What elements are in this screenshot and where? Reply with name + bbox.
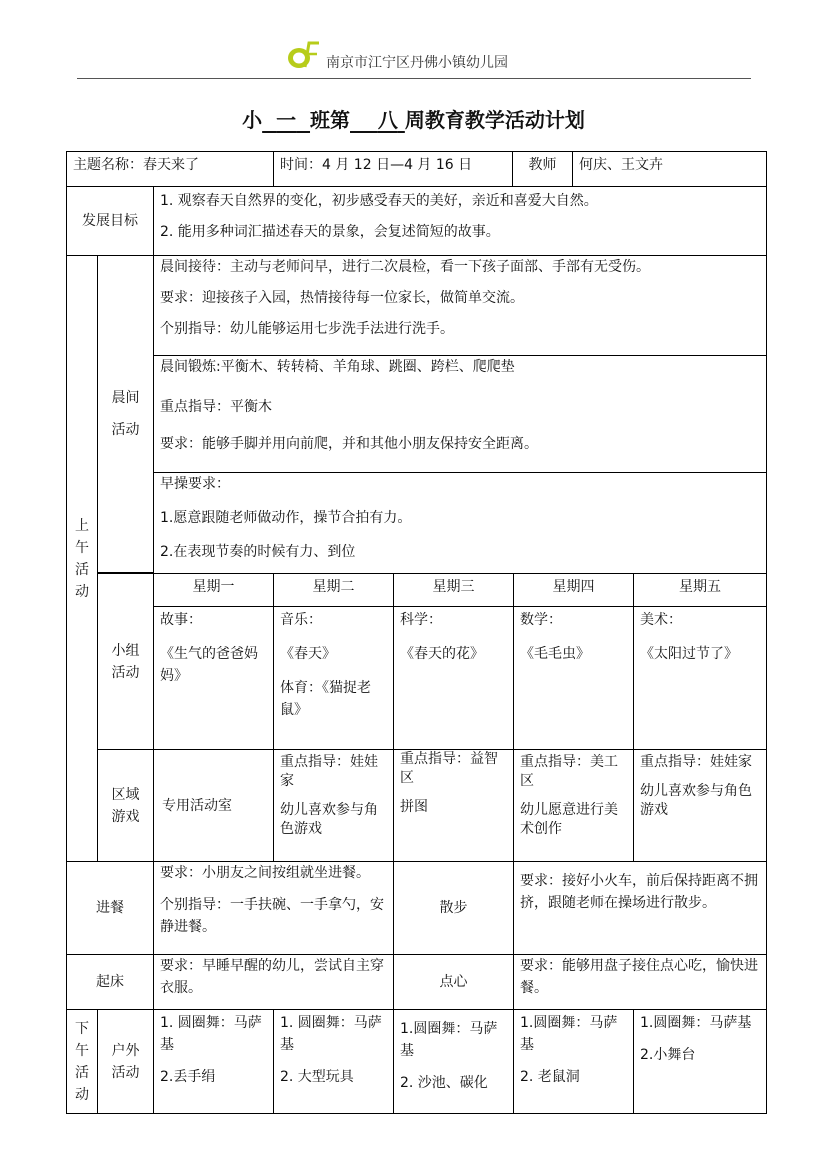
morning-activity-label: 晨间活动: [97, 255, 154, 573]
drill-line: 早操要求：: [160, 476, 230, 492]
goal-item: 2. 能用多种词汇描述春天的景象，会复述简短的故事。: [160, 224, 500, 240]
exercise-line: 重点指导：平衡木: [160, 399, 272, 415]
page-title: [0, 104, 827, 133]
weekday-header: 星期二: [273, 573, 394, 607]
morning-exercise: [153, 355, 767, 473]
school-name: 南京市江宁区丹佛小镇幼儿园: [326, 55, 508, 71]
outdoor-mon: 1. 圆圈舞：马萨基 2.丢手绢: [153, 1009, 274, 1114]
exercise-line: 晨间锻炼:平衡木、转转椅、羊角球、跳圈、跨栏、爬爬垫: [160, 359, 515, 375]
group-activity-mon: 故事： 《生气的爸爸妈妈》: [153, 606, 274, 750]
group-activity-fri: 美术： 《太阳过节了》: [633, 606, 767, 750]
drill-line: 2.在表现节奏的时候有力、到位: [160, 544, 356, 560]
area-game-mon: 专用活动室: [153, 749, 274, 862]
weekday-header: 星期一: [153, 573, 274, 607]
outdoor-thu: 1.圆圈舞：马萨基 2. 老鼠洞: [513, 1009, 634, 1114]
group-activity-label: 小组活动: [97, 573, 154, 750]
area-game-label: 区域游戏: [97, 749, 154, 862]
meal-label: 进餐: [66, 861, 154, 955]
outdoor-wed: 1.圆圈舞：马萨基 2. 沙池、碳化: [393, 1009, 514, 1114]
title-class-name: 一: [276, 108, 297, 132]
drill-line: 1.愿意跟随老师做动作，操节合拍有力。: [160, 510, 412, 526]
walk-label: 散步: [393, 861, 514, 955]
weekday-header: 星期四: [513, 573, 634, 607]
theme-cell: 主题名称：春天来了: [66, 151, 274, 187]
snack-label: 点心: [393, 954, 514, 1010]
teacher-label: 教师: [512, 151, 573, 187]
school-logo-icon: [287, 40, 321, 70]
goals-label: 发展目标: [66, 186, 154, 256]
weekday-header: 星期三: [393, 573, 514, 607]
area-game-tue: 重点指导：娃娃家 幼儿喜欢参与角色游戏: [273, 749, 394, 862]
teacher-names: 何庆、王文卉: [572, 151, 767, 187]
group-activity-thu: 数学： 《毛毛虫》: [513, 606, 634, 750]
weekday-header: 星期五: [633, 573, 767, 607]
outdoor-activity-label: 户外活动: [97, 1009, 154, 1114]
exercise-line: 要求：能够手脚并用向前爬，并和其他小朋友保持安全距离。: [160, 436, 538, 452]
morning-section-label: 上午活动: [66, 255, 98, 862]
reception-line: 要求：迎接孩子入园，热情接待每一位家长，做简单交流。: [160, 290, 524, 306]
goal-item: 1. 观察春天自然界的变化，初步感受春天的美好，亲近和喜爱大自然。: [160, 193, 598, 209]
outdoor-tue: 1. 圆圈舞：马萨基 2. 大型玩具: [273, 1009, 394, 1114]
plan-table: [66, 151, 767, 1114]
group-activity-tue: 音乐： 《春天》 体育：《猫捉老鼠》: [273, 606, 394, 750]
header-divider: [77, 78, 751, 79]
title-suffix: 周教育教学活动计划: [404, 108, 585, 132]
group-activity-wed: 科学： 《春天的花》: [393, 606, 514, 750]
title-week: 八: [377, 108, 398, 132]
time-cell: 时间：4 月 12 日—4 月 16 日: [273, 151, 513, 187]
morning-drill: [153, 472, 767, 574]
title-prefix: 小: [242, 108, 263, 132]
goals-content: [153, 186, 767, 256]
meal-content: 要求：小朋友之间按组就坐进餐。 个别指导：一手扶碗、一手拿勺，安静进餐。: [153, 861, 394, 955]
area-game-fri: 重点指导：娃娃家 幼儿喜欢参与角色游戏: [633, 749, 767, 862]
morning-reception: [153, 255, 767, 356]
area-game-thu: 重点指导：美工区 幼儿愿意进行美术创作: [513, 749, 634, 862]
snack-content: 要求：能够用盘子接住点心吃，愉快进餐。: [513, 954, 767, 1010]
area-game-wed: 重点指导：益智区 拼图: [393, 749, 514, 862]
reception-line: 个别指导：幼儿能够运用七步洗手法进行洗手。: [160, 321, 454, 337]
outdoor-fri: 1.圆圈舞：马萨基 2.小舞台: [633, 1009, 767, 1114]
page-header: [0, 0, 827, 82]
afternoon-section-label: 下午活动: [66, 1009, 98, 1114]
wake-content: 要求：早睡早醒的幼儿，尝试自主穿衣服。: [153, 954, 394, 1010]
wake-label: 起床: [66, 954, 154, 1010]
walk-content: 要求：接好小火车，前后保持距离不拥挤，跟随老师在操场进行散步。: [513, 861, 767, 955]
reception-line: 晨间接待：主动与老师问早，进行二次晨检，看一下孩子面部、手部有无受伤。: [160, 259, 650, 275]
title-mid: 班第: [310, 108, 351, 132]
